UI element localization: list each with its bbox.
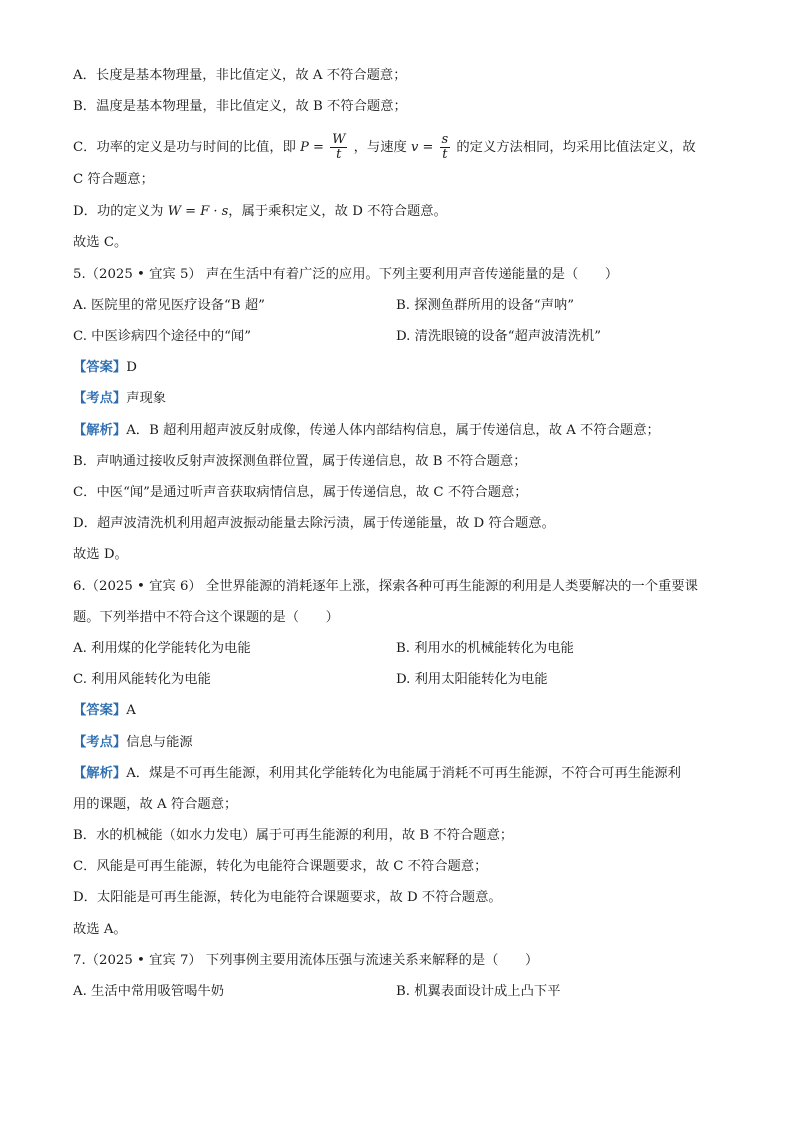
- q4-analysis-c-post: 的定义方法相同，均采用比值法定义，故: [456, 140, 696, 155]
- q6-answer: [73, 701, 136, 721]
- q7-option-b: B. 机翼表面设计成上凸下平: [396, 984, 561, 999]
- q6-stem-line2: 题。下列举措中不符合这个课题的是（ ）: [73, 610, 339, 625]
- answer-value: D: [126, 360, 137, 375]
- q4-conclusion: 故选 C。: [73, 235, 128, 250]
- power-numerator: W: [332, 132, 346, 147]
- q6-stem-line1: 6.（2025 • 宜宾 6） 全世界能源的消耗逐年上涨，探索各种可再生能源的利用是人类要解决的一个重要课: [73, 579, 698, 594]
- q6-analysis-c: C．风能是可再生能源，转化为电能符合课题要求，故 C 不符合题意；: [73, 859, 488, 874]
- q7-option-a: A. 生活中常用吸管喝牛奶: [73, 984, 225, 999]
- q6-conclusion: 故选 A。: [73, 922, 127, 937]
- speed-numerator: s: [441, 132, 449, 147]
- speed-fraction: [440, 133, 451, 162]
- q4-analysis-a: A．长度是基本物理量，非比值定义，故 A 不符合题意；: [73, 68, 407, 83]
- q6-option-b: B. 利用水的机械能转化为电能: [396, 641, 574, 656]
- analysis-tag: 【解析】: [73, 766, 127, 781]
- q4-analysis-d-text: D．功的定义为: [73, 204, 164, 219]
- q4-analysis-c-mid: ，与速度: [353, 140, 407, 155]
- answer-value: A: [126, 703, 136, 718]
- q5-analysis-c: C．中医“闻”是通过听声音获取病情信息，属于传递信息，故 C 不符合题意；: [73, 485, 528, 500]
- q5-answer: [73, 358, 137, 378]
- q6-analysis-a: [73, 764, 681, 784]
- answer-tag: 【答案】: [73, 703, 127, 718]
- speed-denominator: t: [442, 147, 448, 162]
- q6-analysis-b: B．水的机械能（如水力发电）属于可再生能源的利用，故 B 不符合题意；: [73, 828, 514, 843]
- q4-analysis-c-text: C．功率的定义是功与时间的比值，即: [73, 140, 296, 155]
- analysis-tag: 【解析】: [73, 423, 127, 438]
- q4-analysis-c-cont: C 符合题意；: [73, 172, 154, 187]
- topic-tag: 【考点】: [73, 391, 127, 406]
- speed-formula-lhs: v =: [411, 140, 434, 155]
- q6-topic: [73, 733, 193, 753]
- power-formula-lhs: P =: [300, 140, 324, 155]
- analysis-text: A．B 超利用超声波反射成像，传递人体内部结构信息，属于传递信息，故 A 不符合题意；: [126, 423, 660, 438]
- q5-conclusion: 故选 D。: [73, 547, 128, 562]
- answer-tag: 【答案】: [73, 360, 127, 375]
- q5-option-a: A. 医院里的常见医疗设备“B 超”: [73, 298, 265, 313]
- q6-option-c: C. 利用风能转化为电能: [73, 672, 211, 687]
- work-formula: W = F · s: [167, 204, 229, 219]
- q6-option-a: A. 利用煤的化学能转化为电能: [73, 641, 251, 656]
- q7-stem: 7.（2025 • 宜宾 7） 下列事例主要用流体压强与流速关系来解释的是（ ）: [73, 953, 539, 968]
- q6-analysis-d: D．太阳能是可再生能源，转化为电能符合课题要求，故 D 不符合题意。: [73, 890, 502, 905]
- topic-value: 声现象: [126, 391, 167, 406]
- q6-analysis-a-cont: 用的课题，故 A 符合题意；: [73, 797, 238, 812]
- power-formula: [300, 132, 353, 162]
- q5-topic: [73, 389, 166, 409]
- topic-value: 信息与能源: [126, 735, 193, 750]
- q5-analysis-d: D．超声波清洗机利用超声波振动能量去除污渍，属于传递能量，故 D 符合题意。: [73, 516, 555, 531]
- speed-formula: [411, 132, 456, 162]
- q4-analysis-b: B．温度是基本物理量，非比值定义，故 B 不符合题意；: [73, 99, 407, 114]
- q5-analysis-a: [73, 421, 660, 441]
- q5-analysis-b: B．声呐通过接收反射声波探测鱼群位置，属于传递信息，故 B 不符合题意；: [73, 454, 527, 469]
- power-fraction: [330, 133, 347, 162]
- q4-analysis-d-post: ，属于乘积定义，故 D 不符合题意。: [228, 204, 447, 219]
- analysis-text: A．煤是不可再生能源，利用其化学能转化为电能属于消耗不可再生能源，不符合可再生能源利: [126, 766, 681, 781]
- power-denominator: t: [336, 147, 342, 162]
- topic-tag: 【考点】: [73, 735, 127, 750]
- q4-analysis-c: [73, 133, 696, 162]
- q5-option-d: D. 清洗眼镜的设备“超声波清洗机”: [396, 329, 602, 344]
- q4-analysis-d: [73, 202, 447, 222]
- q6-option-d: D. 利用太阳能转化为电能: [396, 672, 548, 687]
- q5-option-b: B. 探测鱼群所用的设备“声呐”: [396, 298, 575, 313]
- q5-stem: 5.（2025 • 宜宾 5） 声在生活中有着广泛的应用。下列主要利用声音传递能量的是（ ）: [73, 267, 619, 282]
- q5-option-c: C. 中医诊病四个途径中的“闻”: [73, 329, 252, 344]
